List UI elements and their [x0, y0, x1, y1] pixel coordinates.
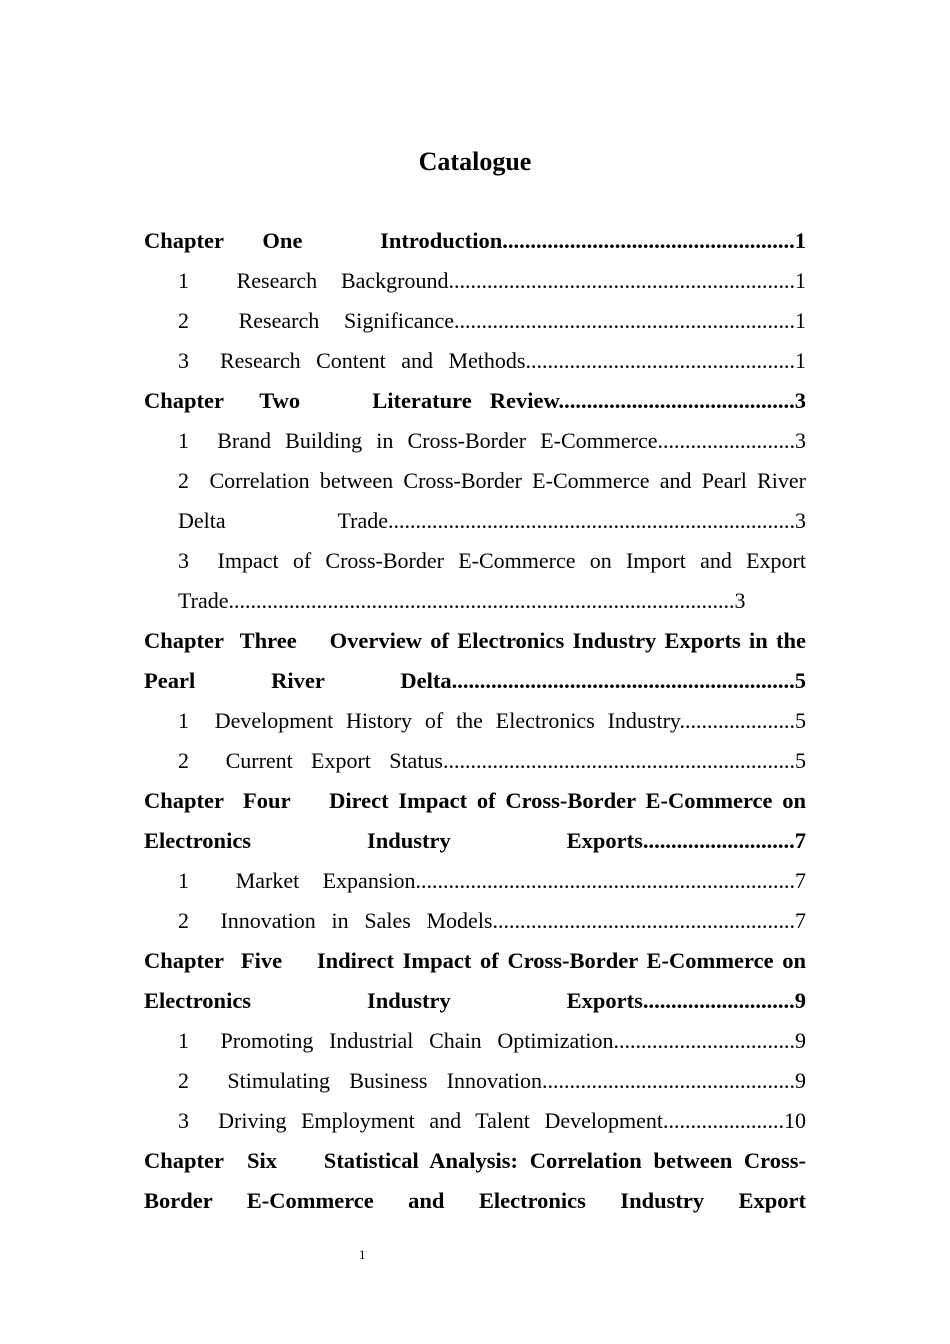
toc-leader-dots: .........................	[657, 428, 795, 453]
toc-section-entry[interactable]	[144, 301, 806, 341]
toc-page-number: 7	[795, 868, 806, 893]
toc-leader-dots: ...........................	[642, 988, 795, 1013]
toc-entry-title: Chapter Six Statistical Analysis: Correlation between Cross-Border E-Commerce and Electronics Industry Export	[144, 1148, 806, 1213]
toc-section-entry[interactable]	[144, 1021, 806, 1061]
toc-entry-title: 3 Impact of Cross-Border E-Commerce on Import and Export Trade	[178, 548, 812, 613]
toc-entry-title: 1 Research Background	[178, 268, 449, 293]
toc-chapter-entry[interactable]	[144, 381, 806, 421]
toc-page-number: 1	[795, 268, 806, 293]
toc-chapter-entry[interactable]	[144, 941, 812, 1021]
toc-leader-dots: .....................	[679, 708, 795, 733]
toc-chapter-entry[interactable]	[144, 621, 812, 701]
toc-section-entry[interactable]	[144, 741, 806, 781]
toc-page-number: 9	[795, 1068, 806, 1093]
toc-page-number: 7	[795, 908, 806, 933]
toc-leader-dots: ....................................................	[502, 228, 795, 253]
toc-entry-title: 2 Stimulating Business Innovation	[178, 1068, 542, 1093]
toc-page-number: 5	[795, 708, 806, 733]
toc-entry-title: 3 Research Content and Methods	[178, 348, 526, 373]
toc-entry-title: 1 Development History of the Electronics Industry	[178, 708, 680, 733]
toc-page-number: 7	[794, 828, 806, 853]
toc-leader-dots: .......................................................	[492, 908, 795, 933]
toc-section-entry[interactable]	[144, 421, 806, 461]
toc-page-number: 10	[784, 1108, 806, 1133]
toc-section-entry[interactable]	[144, 1061, 806, 1101]
toc-leader-dots: ............................................................................................	[228, 588, 735, 613]
toc-entry-title: Chapter One Introduction	[144, 228, 503, 253]
toc-page-number: 9	[795, 1028, 806, 1053]
toc-page-number: 1	[794, 228, 806, 253]
page-title: Catalogue	[418, 147, 532, 176]
toc-leader-dots: .................................................	[525, 348, 795, 373]
toc-section-entry[interactable]	[144, 861, 806, 901]
toc-page-number: 3	[794, 388, 806, 413]
toc-entry-title: 1 Brand Building in Cross-Border E-Commerce	[178, 428, 658, 453]
toc-entry-title: 1 Promoting Industrial Chain Optimization	[178, 1028, 614, 1053]
toc-section-entry[interactable]	[144, 261, 806, 301]
toc-entry-title: 2 Research Significance	[178, 308, 454, 333]
toc-leader-dots: ..............................................	[542, 1068, 795, 1093]
toc-section-entry[interactable]	[144, 901, 806, 941]
toc-entry-title: 2 Current Export Status	[178, 748, 443, 773]
toc-leader-dots: ...........................	[642, 828, 795, 853]
toc-section-entry[interactable]	[144, 541, 812, 621]
toc-leader-dots: ..........................................	[558, 388, 795, 413]
toc-entry-title: Chapter Three Overview of Electronics Industry Exports in the Pearl River Delta	[144, 628, 812, 693]
toc-entry-title: 2 Correlation between Cross-Border E-Commerce and Pearl River Delta Trade	[178, 468, 812, 533]
toc-leader-dots: .................................	[613, 1028, 795, 1053]
toc-entry-title: 1 Market Expansion	[178, 868, 416, 893]
toc-page-number: 1	[795, 348, 806, 373]
toc-section-entry[interactable]	[144, 341, 806, 381]
toc-leader-dots: ..............................................................	[454, 308, 795, 333]
toc-page-number: 1	[795, 308, 806, 333]
toc-page-number: 3	[795, 428, 806, 453]
toc-chapter-entry[interactable]	[144, 781, 812, 861]
toc-entry-title: 2 Innovation in Sales Models	[178, 908, 493, 933]
toc-page-number: 3	[734, 588, 746, 613]
toc-entry-title: Chapter Two Literature Review	[144, 388, 559, 413]
toc-chapter-entry[interactable]	[144, 1141, 806, 1221]
toc-entry-title: Chapter Four Direct Impact of Cross-Border E-Commerce on Electronics Industry Exports	[144, 788, 812, 853]
toc-leader-dots: ...............................................................	[448, 268, 795, 293]
toc-page-number: 9	[794, 988, 806, 1013]
toc-page-number: 3	[795, 508, 806, 533]
toc-leader-dots: ................................................................	[443, 748, 795, 773]
toc-section-entry[interactable]	[144, 1101, 806, 1141]
toc-leader-dots: ......................	[663, 1108, 784, 1133]
toc-page-number: 5	[795, 748, 806, 773]
toc-entry-title: Chapter Five Indirect Impact of Cross-Border E-Commerce on Electronics Industry Exports	[144, 948, 812, 1013]
toc-section-entry[interactable]	[144, 701, 806, 741]
toc-entry-title: 3 Driving Employment and Talent Development	[178, 1108, 663, 1133]
toc-page-number: 5	[794, 668, 806, 693]
toc-chapter-entry[interactable]	[144, 221, 806, 261]
toc-leader-dots: ..........................................................................	[388, 508, 795, 533]
table-of-contents	[144, 221, 812, 1221]
toc-leader-dots: .............................................................	[451, 668, 795, 693]
page-number: 1	[359, 1247, 366, 1262]
toc-section-entry[interactable]	[144, 461, 812, 541]
toc-leader-dots: .....................................................................	[415, 868, 795, 893]
